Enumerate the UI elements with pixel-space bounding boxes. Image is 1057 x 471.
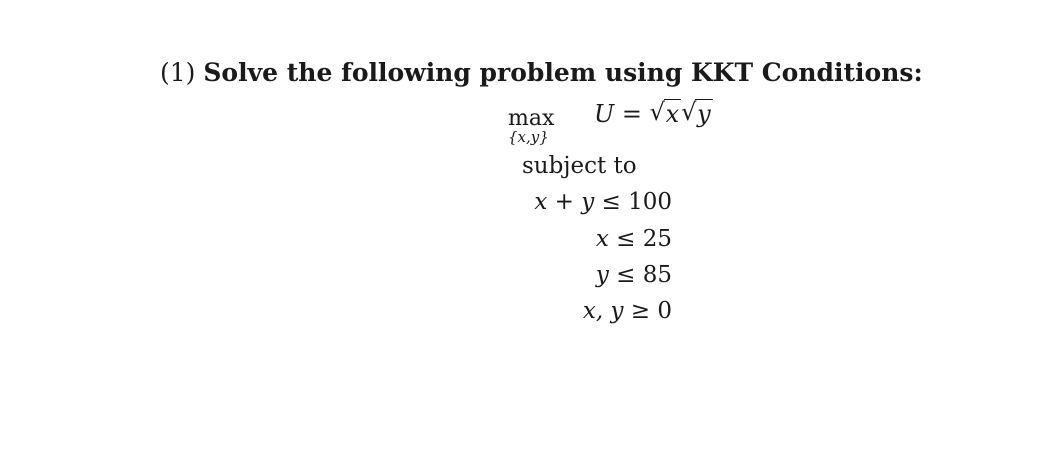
utility-expression — [594, 100, 713, 128]
constraint-row: y ≤ 85 — [595, 262, 672, 288]
sqrt-y: √ y — [681, 98, 711, 128]
equals-sign: = — [621, 100, 642, 128]
utility-symbol: U — [594, 100, 615, 128]
sqrt-x: √ x — [649, 98, 680, 128]
radical-icon: √ — [649, 98, 665, 126]
problem-statement: Solve the following problem using KKT Conditions: — [203, 58, 923, 87]
problem-heading — [160, 58, 923, 87]
max-subscript: {x,y} — [508, 128, 549, 146]
constraint-row: x ≤ 25 — [595, 226, 672, 252]
problem-number: (1) — [160, 58, 196, 87]
max-operator: max — [508, 106, 555, 131]
radical-icon: √ — [681, 98, 697, 126]
constraint-row: x + y ≤ 100 — [534, 189, 672, 215]
constraint-row: x, y ≥ 0 — [582, 298, 672, 324]
subject-to-label: subject to — [522, 153, 637, 179]
